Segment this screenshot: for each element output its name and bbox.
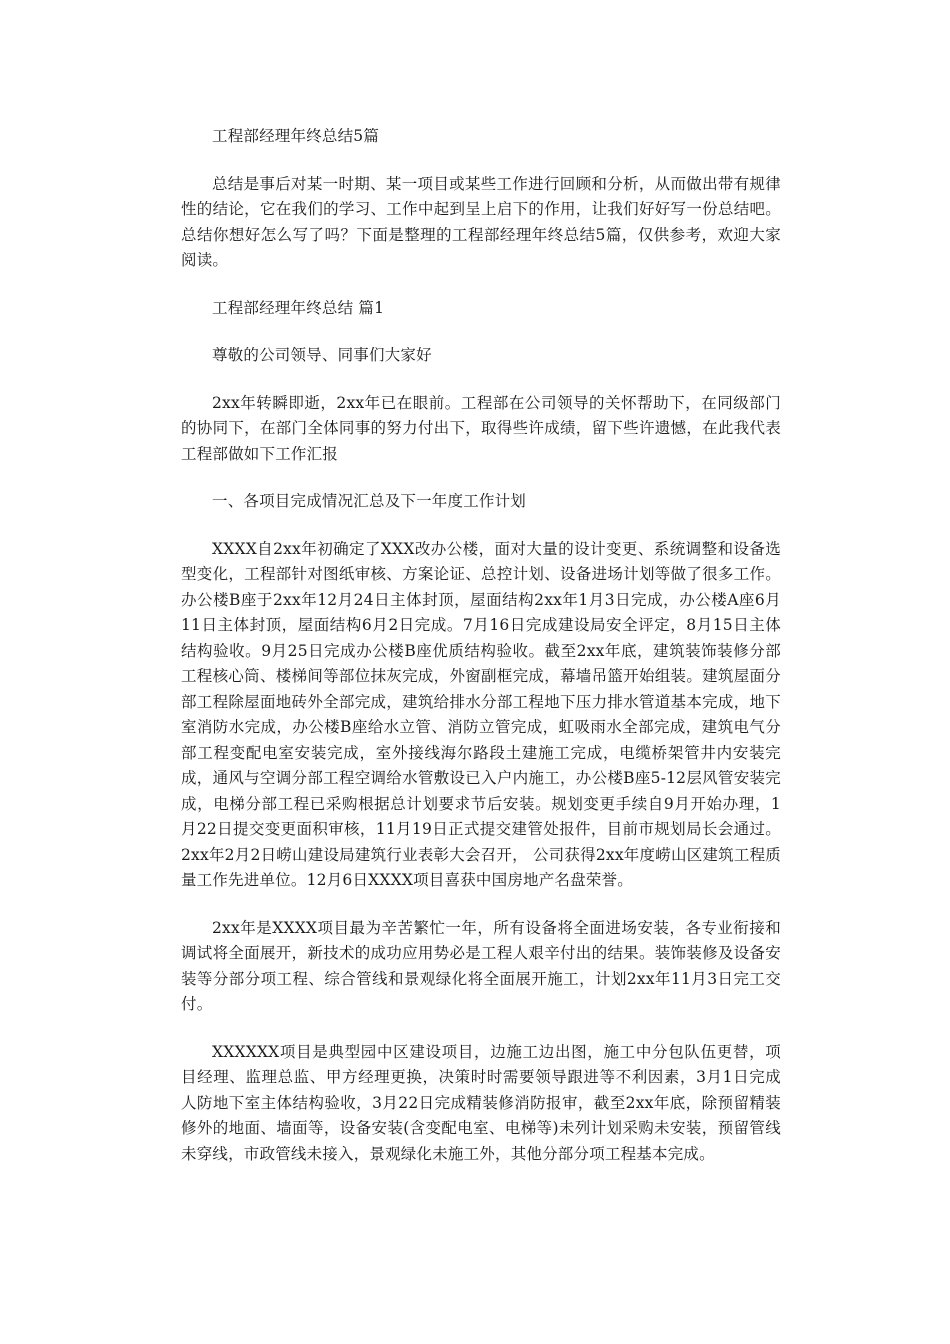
document-page: [181, 124, 781, 1167]
document-title: 工程部经理年终总结5篇: [212, 127, 380, 145]
section-heading: 工程部经理年终总结 篇1: [212, 298, 385, 317]
intro-paragraph: 总结是事后对某一时期、某一项目或某些工作进行回顾和分析，从而做出带有规律性的结论，它在我们的学习、工作中起到呈上启下的作用，让我们好好写一份总结吧。总结你想好怎么写了吗？下面是整理的工程部经理年终总结5篇，仅供参考，欢迎大家阅读。: [181, 174, 781, 269]
greeting-line: 尊敬的公司领导、同事们大家好: [212, 346, 432, 364]
opening-paragraph: 2xx年转瞬即逝，2xx年已在眼前。工程部在公司领导的关怀帮助下，在同级部门的协同下，在部门全体同事的努力付出下，取得些许成绩，留下些许遗憾，在此我代表工程部做如下工作汇报: [181, 393, 781, 463]
subheading: 一、各项目完成情况汇总及下一年度工作计划: [212, 492, 527, 510]
plan-paragraph: 2xx年是XXXX项目最为辛苦繁忙一年，所有设备将全面进场安装，各专业衔接和调试将全面展开，新技术的成功应用势必是工程人艰辛付出的结果。装饰装修及设备安装等分部分项工程、综合管线和景观绿化将全面展开施工，计划2xx年11月3日完工交付。: [181, 918, 781, 1013]
project2-paragraph: XXXXXX项目是典型园中区建设项目，边施工边出图，施工中分包队伍更替，项目经理、监理总监、甲方经理更换，决策时时需要领导跟进等不利因素，3月1日完成人防地下室主体结构验收，3月22日完成精装修消防报审，截至2xx年底，除预留精装修外的地面、墙面等，设备安装(含变配电室、电梯等)未列计划采购未安装，预留管线未穿线，市政管线未接入，景观绿化未施工外，其他分部分项工程基本完成。: [181, 1042, 781, 1163]
project1-paragraph: XXXX自2xx年初确定了XXX改办公楼，面对大量的设计变更、系统调整和设备选型变化，工程部针对图纸审核、方案论证、总控计划、设备进场计划等做了很多工作。办公楼B座于2xx年12月24日主体封顶，屋面结构2xx年1月3日完成，办公楼A座6月11日主体封顶，屋面结构6月2日完成。7月16日完成建设局安全评定，8月15日主体结构验收。9月25日完成办公楼B座优质结构验收。截至2xx年底，建筑装饰装修分部工程核心筒、楼梯间等部位抹灰完成，外窗副框完成，幕墙吊篮开始组装。建筑屋面分部工程除屋面地砖外全部完成，建筑给排水分部工程地下压力排水管道基本完成，地下室消防水完成，办公楼B座给水立管、消防立管完成，虹吸雨水全部完成，建筑电气分部工程变配电室安装完成，室外接线海尔路段土建施工完成，电缆桥架管井内安装完成，通风与空调分部工程空调给水管敷设已入户内施工，办公楼B座5-12层风管安装完成，电梯分部工程已采购根据总计划要求节后安装。规划变更手续自9月开始办理，1月22日提交变更面积审核，11月19日正式提交建管处报件，目前市规划局长会通过。2xx年2月2日崂山建设局建筑行业表彰大会召开， 公司获得2xx年度崂山区建筑工程质量工作先进单位。12月6日XXXX项目喜获中国房地产名盘荣誉。: [181, 539, 781, 889]
